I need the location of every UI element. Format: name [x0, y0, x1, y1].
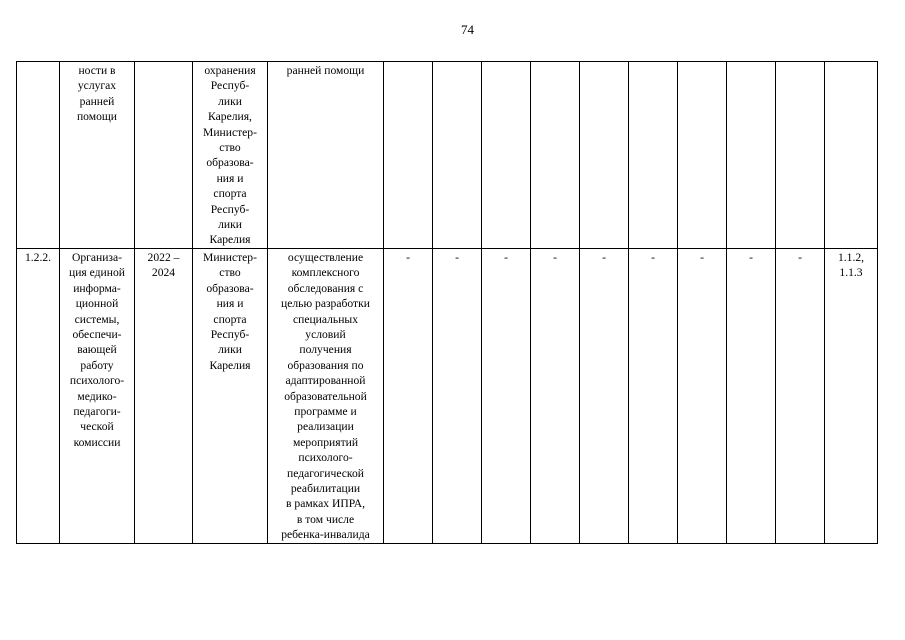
indicator-cell: - — [384, 248, 433, 543]
executor-cell-line: ство — [219, 266, 241, 280]
executor-cell-line: ния и — [216, 171, 244, 185]
result-cell-line: реабилитации — [290, 481, 361, 495]
executor-cell-line: Респуб- — [210, 327, 250, 341]
measure-name-cell-line: услугах — [77, 79, 117, 93]
measure-name-cell-line: обеспечи- — [72, 327, 122, 341]
measure-name-cell-line: работу — [80, 358, 114, 372]
result-cell-line: специальных — [292, 312, 359, 326]
link-cell-line: 1.1.3 — [839, 266, 863, 280]
measure-name-cell-line: Организа- — [71, 250, 123, 264]
result-cell-line: в рамках ИПРА, — [286, 497, 365, 511]
indicator-cell — [482, 62, 531, 249]
executor-cell-line: образова- — [206, 281, 254, 295]
period-cell-line: 2022 – — [147, 250, 180, 264]
period-cell — [135, 248, 193, 543]
executor-cell-line: лики — [218, 218, 242, 232]
result-cell-line: ранней помощи — [286, 64, 365, 77]
indicator-cell — [776, 62, 825, 249]
executor-cell-line: Респуб- — [210, 202, 250, 216]
result-cell-line: программе и — [294, 404, 357, 418]
indicator-cell — [384, 62, 433, 249]
executor-cell-line: ство — [219, 141, 241, 155]
result-cell-line: адаптированной — [285, 374, 366, 388]
link-cell — [825, 62, 878, 249]
measure-name-cell-line: ционной — [75, 297, 119, 311]
result-cell-line: мероприятий — [292, 435, 359, 449]
link-cell — [825, 248, 878, 543]
measure-name-cell-line: ция единой — [69, 266, 125, 280]
result-cell-line: в том числе — [296, 512, 355, 526]
executor-cell-line: охранения — [204, 64, 256, 77]
measure-name-cell-line: ности в — [78, 64, 116, 77]
executor-cell-line: Карелия, — [208, 110, 252, 124]
indicator-cell: - — [531, 248, 580, 543]
indicator-cell — [433, 62, 482, 249]
result-cell-line: образовательной — [284, 389, 367, 403]
measure-name-cell-line: ческой — [80, 420, 114, 434]
result-cell-line: ребенка-инвалида — [281, 528, 370, 542]
page-number: 74 — [461, 22, 474, 37]
executor-cell-line: лики — [218, 94, 242, 108]
executor-cell — [193, 62, 268, 249]
executor-cell-line: спорта — [213, 187, 247, 201]
measure-name-cell-line: комиссии — [73, 435, 121, 449]
indicator-cell: - — [678, 248, 727, 543]
indicator-cell: - — [727, 248, 776, 543]
executor-cell-line: Министер- — [203, 250, 257, 264]
indicator-cell: - — [776, 248, 825, 543]
executor-cell-line: спорта — [213, 312, 247, 326]
result-cell — [268, 62, 384, 249]
measure-name-cell-line: медико- — [77, 389, 117, 403]
indicator-cell: - — [629, 248, 678, 543]
row-number-cell — [17, 62, 60, 249]
measure-name-cell — [60, 248, 135, 543]
indicator-cell: - — [580, 248, 629, 543]
executor-cell-line: лики — [218, 343, 242, 357]
measure-name-cell-line: педагоги- — [73, 404, 121, 418]
measure-name-cell-line: информа- — [73, 281, 121, 295]
executor-cell-line: образова- — [206, 156, 254, 170]
measure-name-cell-line: помощи — [76, 110, 118, 124]
executor-cell-line: ния и — [216, 297, 244, 311]
executor-cell-line: Министер- — [203, 125, 257, 139]
indicator-cell — [629, 62, 678, 249]
measure-name-cell-line: ранней — [79, 94, 115, 108]
executor-cell — [193, 248, 268, 543]
link-cell-line: 1.1.2, — [837, 250, 865, 264]
result-cell-line: реализации — [297, 420, 354, 434]
result-cell-line: условий — [305, 327, 346, 341]
table-row — [17, 248, 878, 543]
executor-cell-line: Респуб- — [210, 79, 250, 93]
row-number-cell: 1.2.2. — [17, 248, 60, 543]
executor-cell-line: Карелия — [209, 233, 251, 247]
measure-name-cell-line: психолого- — [69, 374, 125, 388]
period-cell-line: 2024 — [151, 266, 176, 280]
table-row — [17, 62, 878, 249]
indicator-cell — [531, 62, 580, 249]
result-cell-line: комплексного — [291, 266, 360, 280]
measure-name-cell-line: системы, — [74, 312, 120, 326]
indicator-cell: - — [482, 248, 531, 543]
executor-cell-line: Карелия — [209, 358, 251, 372]
indicator-cell — [727, 62, 776, 249]
document-table — [16, 61, 878, 544]
result-cell-line: обследования с — [287, 281, 364, 295]
indicator-cell — [678, 62, 727, 249]
indicator-cell: - — [433, 248, 482, 543]
result-cell — [268, 248, 384, 543]
indicator-cell — [580, 62, 629, 249]
period-cell — [135, 62, 193, 249]
result-cell-line: психолого- — [298, 451, 353, 465]
result-cell-line: целью разработки — [281, 297, 370, 311]
result-cell-line: получения — [299, 343, 352, 357]
measure-name-cell — [60, 62, 135, 249]
result-cell-line: педагогической — [287, 466, 364, 480]
result-cell-line: образования по — [287, 358, 364, 372]
result-cell-line: осуществление — [287, 250, 364, 264]
measure-name-cell-line: вающей — [77, 343, 117, 357]
